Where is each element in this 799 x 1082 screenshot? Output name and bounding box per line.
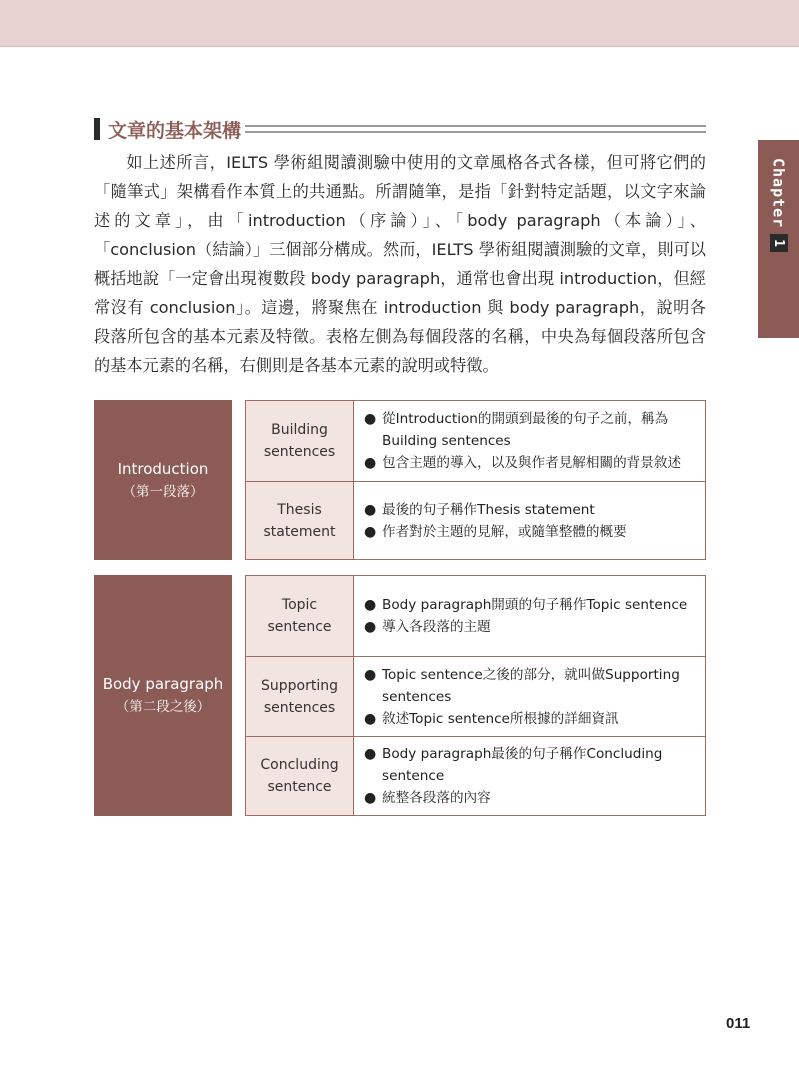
- chapter-label: Chapter: [769, 158, 788, 229]
- section-name-en: Body paragraph: [102, 675, 224, 693]
- bullet-text: Topic sentence之後的部分，就叫做Supporting sentences: [382, 666, 680, 705]
- bullet-item: [364, 521, 695, 543]
- bullet-dot-icon: ●: [364, 523, 377, 540]
- bullet-item: [364, 708, 695, 730]
- bullet-text: 作者對於主題的見解，或隨筆整體的概要: [382, 523, 627, 540]
- bullet-item: [364, 616, 695, 638]
- bullet-dot-icon: ●: [364, 597, 377, 613]
- bullet-item: [364, 743, 695, 787]
- chapter-tab: [758, 140, 799, 338]
- chapter-number: 1: [770, 234, 788, 252]
- element-row: [246, 481, 705, 559]
- element-name-cell: [246, 576, 354, 656]
- body-paragraph-label-cell: [94, 575, 232, 816]
- element-description-cell: [354, 401, 705, 481]
- element-name-line: Building: [271, 422, 328, 438]
- bullet-dot-icon: ●: [364, 790, 377, 806]
- element-row: [246, 656, 705, 736]
- bullet-text: 最後的句子稱作Thesis statement: [382, 501, 595, 518]
- element-name-cell: [246, 737, 354, 815]
- introduction-table: [94, 400, 706, 560]
- element-name-line: Topic: [281, 597, 318, 613]
- top-decorative-band: [0, 0, 799, 47]
- page-number: 011: [726, 1015, 751, 1032]
- intro-paragraph-block: [94, 148, 706, 380]
- body-paragraph-table: [94, 575, 706, 816]
- element-description-cell: [354, 737, 705, 815]
- element-row: [246, 401, 705, 481]
- heading-double-rule: [245, 125, 706, 133]
- body-paragraph-elements: [245, 575, 706, 816]
- bullet-dot-icon: ●: [364, 411, 377, 427]
- element-name-line: statement: [263, 523, 336, 540]
- element-name-cell: [246, 657, 354, 736]
- section-name-zh: （第一段落）: [122, 483, 204, 500]
- section-title: 文章的基本架構: [108, 119, 242, 142]
- element-name-line: Concluding: [260, 757, 339, 773]
- element-name-line: sentences: [263, 699, 336, 716]
- bullet-dot-icon: ●: [364, 455, 377, 471]
- bullet-item: [364, 452, 695, 474]
- section-name-en: Introduction: [117, 459, 209, 478]
- bullet-dot-icon: ●: [364, 710, 377, 727]
- bullet-item: [364, 499, 695, 521]
- element-description-cell: [354, 576, 705, 656]
- section-heading: [94, 117, 706, 141]
- bullet-dot-icon: ●: [364, 619, 377, 635]
- bullet-item: [364, 594, 695, 616]
- element-description-cell: [354, 482, 705, 559]
- element-description-cell: [354, 657, 705, 736]
- element-name-line: Thesis: [277, 501, 322, 518]
- bullet-text: 敘述Topic sentence所根據的詳細資訊: [382, 710, 619, 727]
- bullet-dot-icon: ●: [364, 666, 377, 683]
- heading-bar-marker: [94, 118, 100, 140]
- section-name-zh: （第二段之後）: [115, 699, 211, 715]
- bullet-text: 統整各段落的內容: [382, 790, 491, 806]
- bullet-item: [364, 787, 695, 809]
- bullet-dot-icon: ●: [364, 501, 377, 518]
- intro-paragraph: 如上述所言，IELTS 學術組閱讀測驗中使用的文章風格各式各樣，但可將它們的「隨筆式」架構看作本質上的共通點。所謂隨筆，是指「針對特定話題，以文字來論述的文章」，由「introduction（序論）」、「body paragraph（本論）」、「conclusion（結論）」三個部分構成。然而，IELTS 學術組閱讀測驗的文章，則可以概括地說「一定會出現複數段 body paragraph，通常也會出現 introduction，但經常沒有 conclusion」。這邊，將聚焦在 introduction 與 body paragraph，說明各段落所包含的基本元素及特徵。表格左側為每個段落的名稱，中央為每個段落所包含的基本元素的名稱，右側則是各基本元素的說明或特徵。: [94, 153, 706, 375]
- introduction-label-cell: [94, 400, 232, 560]
- bullet-text: Body paragraph開頭的句子稱作Topic sentence: [382, 597, 688, 613]
- bullet-dot-icon: ●: [364, 746, 377, 762]
- bullet-text: 包含主題的導入，以及與作者見解相關的背景敘述: [382, 455, 682, 471]
- bullet-text: Body paragraph最後的句子稱作Concluding sentence: [382, 746, 663, 784]
- element-name-line: sentence: [267, 619, 332, 635]
- element-name-cell: [246, 401, 354, 481]
- element-name-line: sentences: [263, 444, 336, 460]
- bullet-text: 導入各段落的主題: [382, 619, 491, 635]
- element-row: [246, 576, 705, 656]
- element-name-line: Supporting: [261, 677, 338, 694]
- bullet-item: [364, 408, 695, 452]
- element-row: [246, 736, 705, 815]
- bullet-text: 從Introduction的開頭到最後的句子之前，稱為Building sentences: [382, 411, 669, 449]
- introduction-elements: [245, 400, 706, 560]
- bullet-item: [364, 664, 695, 708]
- element-name-line: sentence: [267, 779, 332, 795]
- element-name-cell: [246, 482, 354, 559]
